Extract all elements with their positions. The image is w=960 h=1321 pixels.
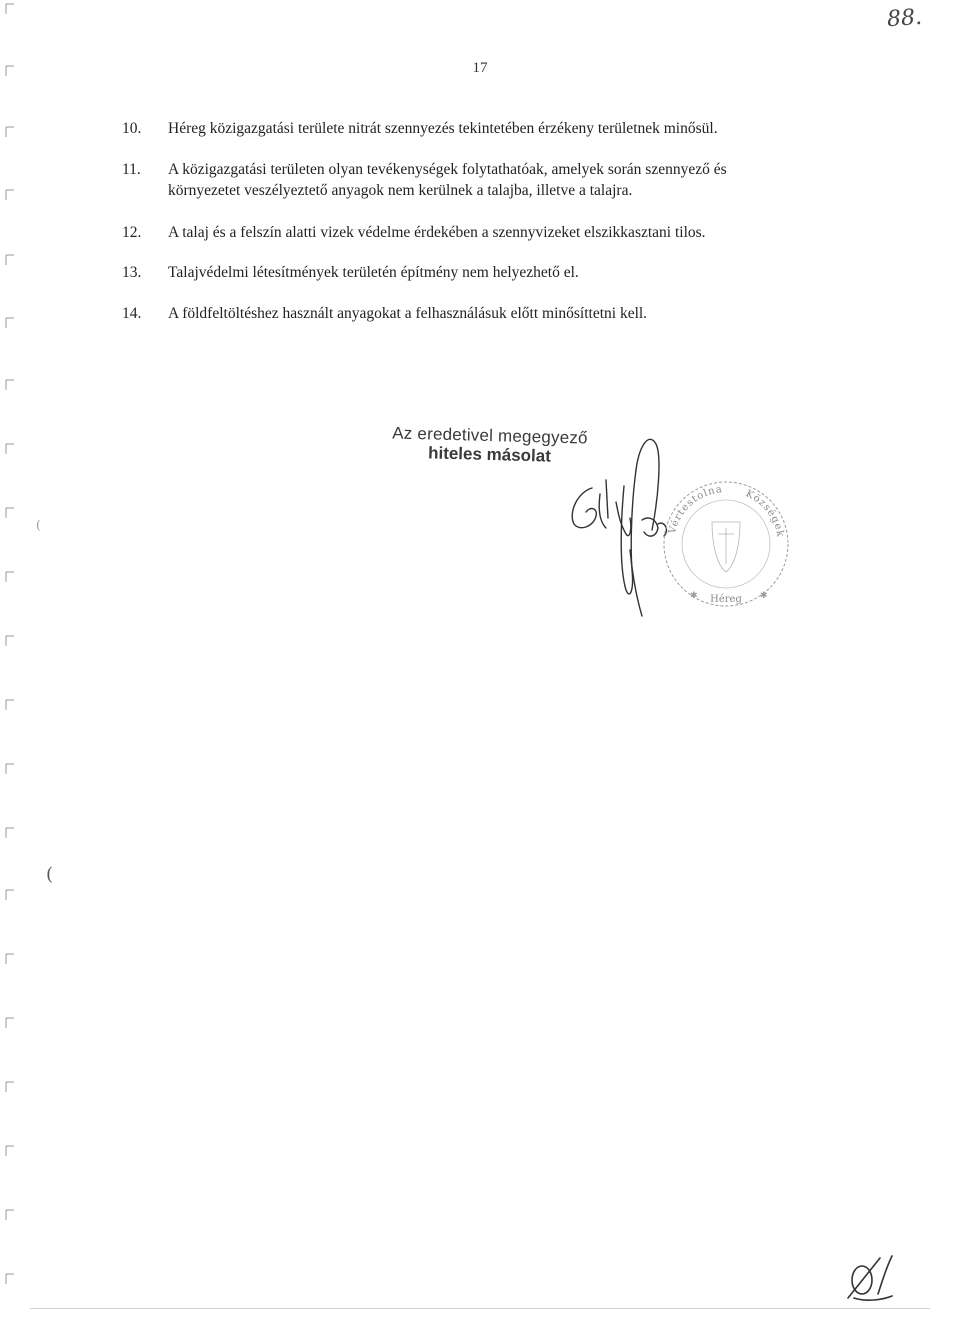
page-bottom-edge — [30, 1308, 930, 1309]
list-item-number: 13. — [122, 264, 142, 281]
list-item-text: A földfeltöltéshez használt anyagokat a felhasználásuk előtt minősíttetni kell. — [168, 305, 648, 322]
list-item-text: A talaj és a felszín alatti vizek védelme érdekében a szennyvizeket elszikkasztani tilos. — [168, 224, 706, 241]
margin-punch-marks — [0, 0, 40, 1321]
list-item-number: 12. — [122, 224, 142, 241]
list-item-number: 11. — [122, 161, 141, 178]
page-number: 17 — [472, 60, 488, 76]
official-seal — [660, 478, 792, 610]
handwritten-initials — [842, 1248, 902, 1308]
seal-top-text: Vértestolna — [667, 484, 724, 536]
seal-bottom-text: Héreg — [710, 594, 742, 605]
svg-text:✱: ✱ — [690, 590, 698, 600]
svg-text:✱: ✱ — [760, 590, 768, 600]
certification-line1: Az eredetivel megegyező — [392, 423, 588, 448]
certification-line2: hiteles másolat — [427, 443, 552, 466]
handwritten-page-number: 88. — [886, 4, 923, 33]
stray-mark: ( — [36, 518, 41, 532]
list-item-number: 14. — [122, 305, 142, 322]
list-item-text-line2: környezetet veszélyeztető anyagok nem kerülnek a talajba, illetve a talajra. — [168, 182, 633, 199]
seal-right-text: Községek — [743, 488, 786, 539]
svg-text:Vértestolna — [667, 484, 724, 536]
stray-pen-mark: ( — [46, 864, 54, 885]
list-item-text-line1: A közigazgatási területen olyan tevékenységek folytathatóak, amelyek során szennyező és — [168, 161, 727, 178]
list-item-text: Héreg közigazgatási területe nitrát szennyezés tekintetében érzékeny területnek minősül. — [168, 120, 718, 137]
list-item-number: 10. — [122, 120, 142, 137]
certification-stamp — [392, 423, 588, 467]
list-item-text: Talajvédelmi létesítmények területén építmény nem helyezhető el. — [168, 264, 579, 281]
